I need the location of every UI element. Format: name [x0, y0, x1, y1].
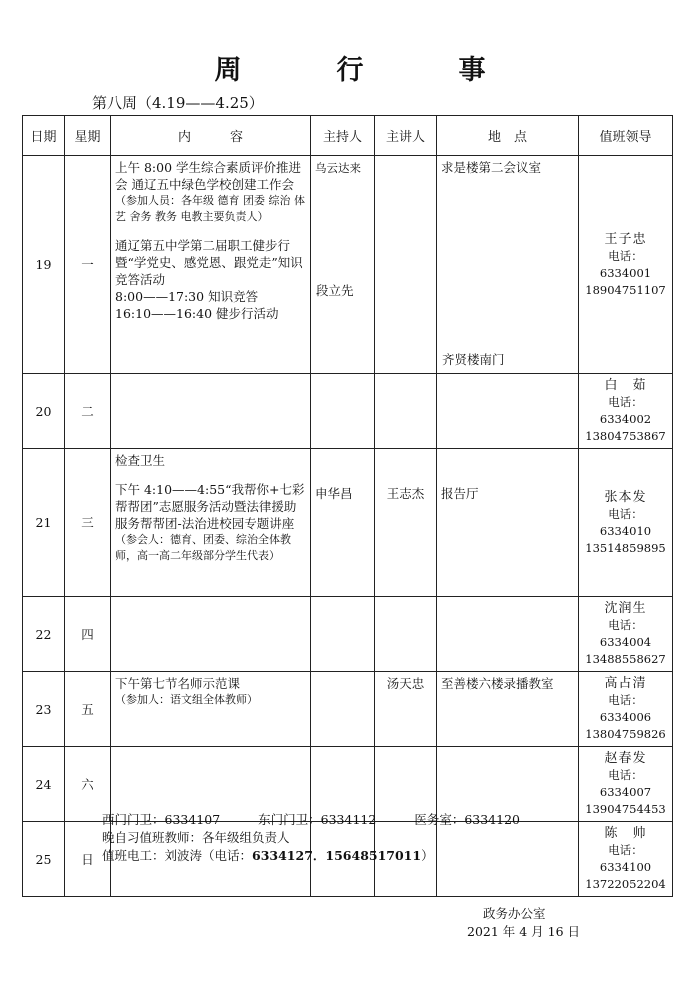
row-place	[437, 374, 579, 449]
row-leader	[579, 597, 673, 672]
leader-tel: 电话：6334004	[599, 618, 652, 649]
east-gate-phone: 东门门卫：6334112	[258, 812, 377, 827]
host-name: 乌云达来	[315, 161, 361, 175]
row-speaker	[375, 449, 437, 597]
speaker-name: 汤天忠	[386, 676, 425, 691]
content-note: （参会人：德育、团委、综治全体教师，高一高二年级部分学生代表）	[115, 533, 291, 562]
speaker-name: 王志杰	[386, 486, 425, 501]
header-place: 地 点	[437, 116, 579, 156]
west-gate-phone: 西门门卫：6334107	[102, 812, 221, 827]
row-place	[437, 156, 579, 374]
content-line: 上午 8:00 学生综合素质评价推进会 通辽五中绿色学校创建工作会	[115, 160, 302, 192]
header-host: 主持人	[311, 116, 375, 156]
row-speaker	[375, 156, 437, 374]
row-leader	[579, 374, 673, 449]
schedule-table	[22, 115, 673, 897]
row-day: 二	[65, 374, 111, 449]
table-row	[23, 449, 673, 597]
row-day: 五	[65, 672, 111, 747]
header-day: 星期	[65, 116, 111, 156]
row-host	[311, 374, 375, 449]
row-date: 21	[23, 449, 65, 597]
leader-mobile: 13904754453	[585, 802, 666, 816]
leader-tel: 电话：6334007	[599, 768, 652, 799]
place-name: 求是楼第二会议室	[441, 160, 542, 175]
leader-mobile: 13722052204	[585, 877, 666, 891]
leader-mobile: 13488558627	[585, 652, 666, 666]
row-day: 四	[65, 597, 111, 672]
electrician-phones: 6334127．15648517011	[252, 848, 422, 863]
content-line: 16:10——16:40 健步行活动	[115, 306, 279, 321]
row-leader	[579, 672, 673, 747]
gate-phones	[102, 810, 554, 828]
row-date: 24	[23, 747, 65, 822]
row-leader	[579, 747, 673, 822]
row-place	[437, 822, 579, 897]
row-date: 19	[23, 156, 65, 374]
leader-name: 白 茹	[604, 378, 647, 393]
row-speaker	[375, 672, 437, 747]
row-date: 23	[23, 672, 65, 747]
table-row	[23, 156, 673, 374]
row-day: 一	[65, 156, 111, 374]
row-leader	[579, 449, 673, 597]
row-content	[111, 597, 311, 672]
row-day: 日	[65, 822, 111, 897]
row-date: 25	[23, 822, 65, 897]
leader-tel: 电话：6334001	[599, 248, 652, 280]
leader-mobile: 13514859895	[585, 540, 666, 555]
row-host	[311, 449, 375, 597]
row-content	[111, 672, 311, 747]
content-note: （参加人员：各年级 德育 团委 综治 体艺 舍务 教务 电教主要负责人）	[115, 194, 305, 223]
content-line: 下午第七节名师示范课	[115, 676, 241, 691]
leader-mobile: 13804753867	[585, 429, 666, 443]
place-name: 齐贤楼南门	[442, 352, 505, 367]
leader-name: 赵春发	[604, 751, 647, 766]
row-place	[437, 449, 579, 597]
leader-mobile: 18904751107	[585, 282, 666, 297]
row-host	[311, 672, 375, 747]
place-name: 至善楼六楼录播教室	[441, 676, 554, 691]
table-row	[23, 672, 673, 747]
row-date: 22	[23, 597, 65, 672]
leader-name: 高占清	[604, 676, 647, 691]
leader-tel: 电话：6334002	[599, 395, 652, 426]
row-content	[111, 449, 311, 597]
header-speaker: 主讲人	[375, 116, 437, 156]
header-date: 日期	[23, 116, 65, 156]
content-note: （参加人：语文组全体教师）	[115, 693, 258, 706]
content-line: 下午 4:10——4:55“我帮你+七彩帮帮团”志愿服务活动暨法律援助服务帮帮团-法治进校园专题讲座	[115, 482, 305, 531]
host-name: 段立先	[316, 283, 354, 298]
row-place	[437, 597, 579, 672]
host-name: 申华昌	[315, 486, 353, 501]
row-leader	[579, 822, 673, 897]
row-host	[311, 597, 375, 672]
issuing-office: 政务办公室	[483, 906, 546, 921]
place-name: 报告厅	[441, 486, 479, 501]
leader-name: 张本发	[604, 489, 647, 505]
page-title: 周 行 事	[214, 55, 520, 86]
issue-date: 2021 年 4 月 16 日	[467, 924, 581, 939]
row-day: 三	[65, 449, 111, 597]
table-header-row	[23, 116, 673, 156]
header-content: 内 容	[111, 116, 311, 156]
electrician-suffix: ）	[421, 848, 434, 863]
leader-tel: 电话：6334100	[599, 843, 652, 874]
row-speaker	[375, 374, 437, 449]
content-line: 8:00——17:30 知识竞答	[115, 289, 259, 304]
leader-name: 沈润生	[604, 601, 647, 616]
leader-name: 王子忠	[604, 231, 647, 247]
week-range: 第八周（4.19——4.25）	[92, 94, 264, 112]
leader-name: 陈 帅	[604, 826, 647, 841]
row-host	[311, 156, 375, 374]
electrician-prefix: 值班电工：刘波涛（电话：	[102, 848, 253, 863]
content-line: 检查卫生	[115, 453, 166, 468]
row-day: 六	[65, 747, 111, 822]
table-row	[23, 597, 673, 672]
header-leader: 值班领导	[579, 116, 673, 156]
electrician-duty	[102, 846, 434, 864]
row-speaker	[375, 597, 437, 672]
row-leader	[579, 156, 673, 374]
row-place	[437, 672, 579, 747]
content-line: 通辽第五中学第二届职工健步行暨“学党史、感党恩、跟党走”知识竞答活动	[115, 238, 303, 287]
clinic-phone: 医务室：6334120	[414, 812, 520, 827]
leader-tel: 电话：6334006	[599, 693, 652, 724]
row-content	[111, 156, 311, 374]
table-row	[23, 374, 673, 449]
leader-mobile: 13804759826	[585, 727, 666, 741]
leader-tel: 电话：6334010	[599, 506, 652, 538]
row-date: 20	[23, 374, 65, 449]
row-content	[111, 374, 311, 449]
evening-duty: 晚自习值班教师：各年级组负责人	[102, 830, 290, 845]
